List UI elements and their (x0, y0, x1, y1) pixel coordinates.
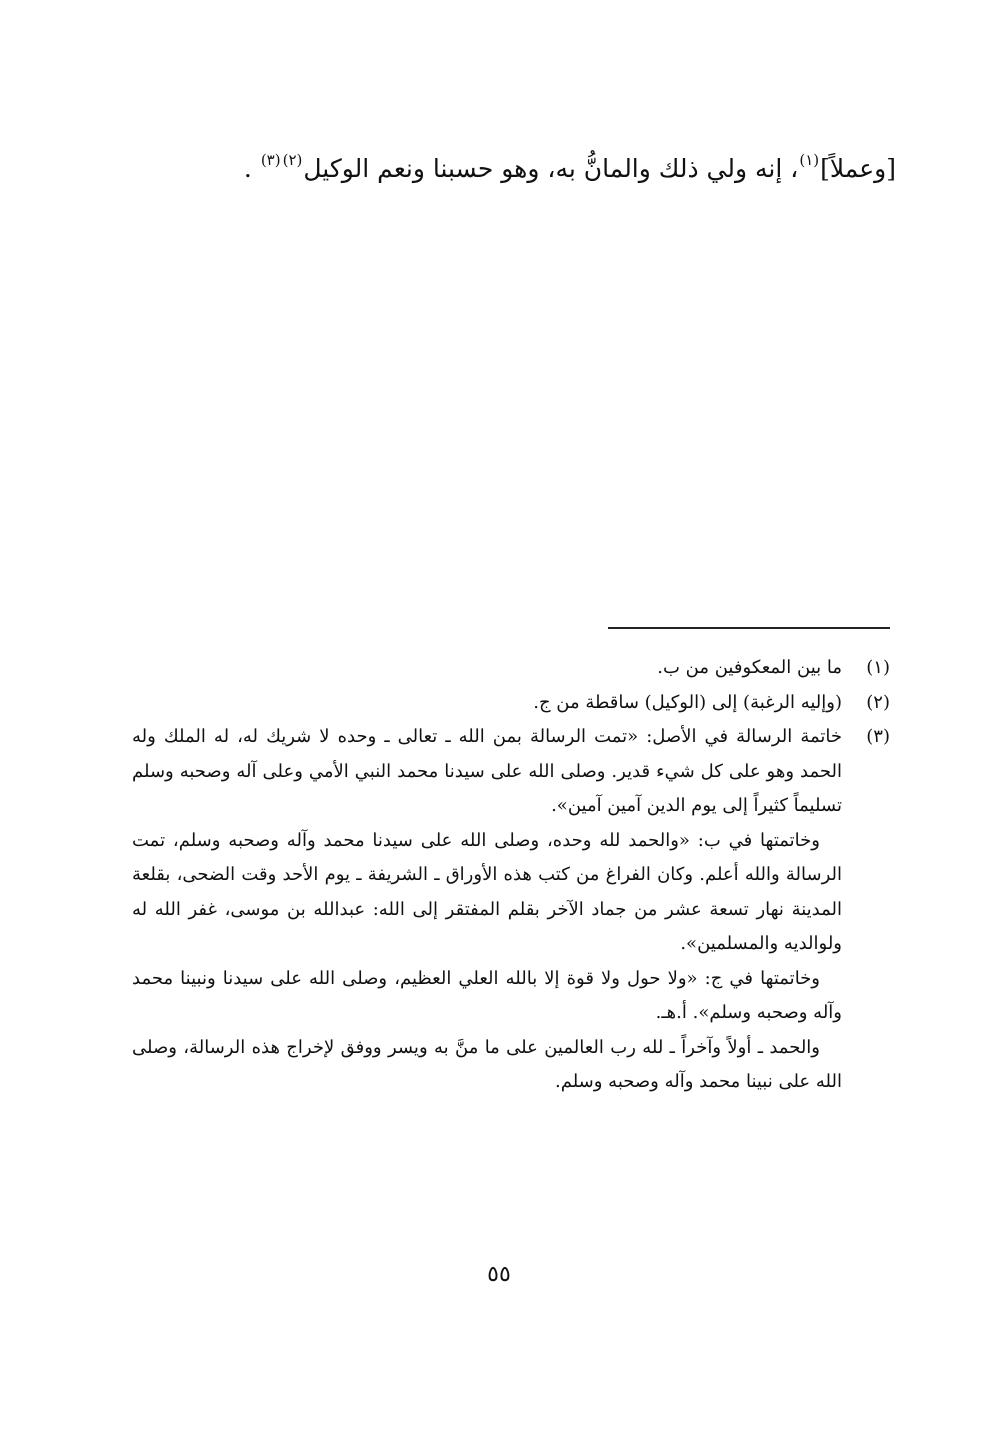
page-number: ٥٥ (487, 1262, 511, 1287)
footnote-ref-2: (٢) (282, 151, 303, 169)
main-text-end: . (243, 154, 252, 183)
footnote-divider (608, 627, 890, 629)
footnote-ref-1: (١) (799, 151, 820, 169)
footnote-body (132, 720, 842, 1100)
footnote-number: (١) (866, 657, 890, 678)
footnote-paragraph: وخاتمتها في ج: «ولا حول ولا قوة إلا بالله العلي العظيم، وصلى الله على سيدنا ونبينا محمد وآله وصحبه وسلم». أ.هـ. (132, 967, 842, 1023)
footnote-3 (132, 720, 890, 1100)
footnote-body (132, 651, 842, 686)
main-text-body: ، إنه ولي ذلك والمانُّ به، وهو حسبنا ونعم الوكيل (303, 154, 799, 183)
footnote-number: (٣) (866, 726, 890, 747)
footnote-paragraph: خاتمة الرسالة في الأصل: «تمت الرسالة بمن الله ـ تعالى ـ وحده لا شريك له، له الملك وله الحمد وهو على كل شيء قدير. وصلى الله على سيدنا محمد النبي الأمي وعلى آله وصحبه وسلم تسليماً كثيراً إلى يوم الدين آمين آمين». (132, 726, 842, 816)
footnote-paragraph: (وإليه الرغبة) إلى (الوكيل) ساقطة من ج. (533, 691, 842, 713)
footnotes-section (132, 651, 890, 1100)
footnote-body (132, 686, 842, 721)
main-text-opening: [وعملاً] (820, 154, 896, 183)
footnote-1 (132, 651, 890, 686)
footnote-ref-3: (٣) (260, 151, 281, 169)
footnote-number: (٢) (866, 691, 890, 713)
footnote-paragraph: ما بين المعكوفين من ب. (657, 657, 842, 678)
footnote-2 (132, 686, 890, 721)
footnote-paragraph: والحمد ـ أولاً وآخراً ـ لله رب العالمين على ما منَّ به ويسر ووفق لإخراج هذه الرسالة، وصلى الله على نبينا محمد وآله وصحبه وسلم. (132, 1036, 842, 1092)
main-text-line (136, 140, 896, 189)
footnote-paragraph: وخاتمتها في ب: «والحمد لله وحده، وصلى الله على سيدنا محمد وآله وصحبه وسلم، تمت الرسالة والله أعلم. وكان الفراغ من كتب هذه الأوراق ـ الشريفة ـ يوم الأحد وقت الضحى، بقلعة المدينة نهار تسعة عشر من جماد الآخر بقلم المفتقر إلى الله: عبدالله بن موسى، غفر الله له ولوالديه والمسلمين». (132, 829, 842, 954)
